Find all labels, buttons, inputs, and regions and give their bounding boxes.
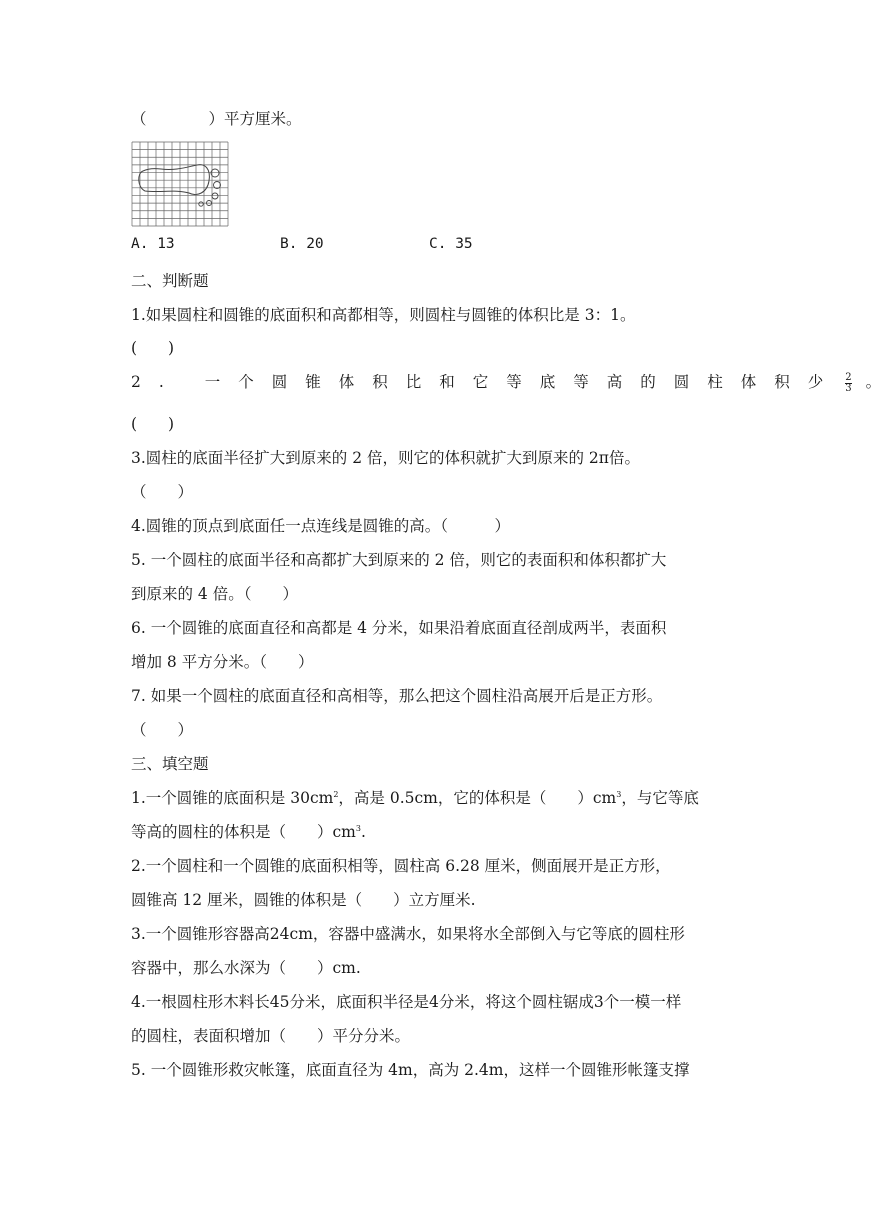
fill-q2-line1: 2.一个圆柱和一个圆锥的底面积相等，圆柱高 6.28 厘米，侧面展开是正方形， [131, 857, 671, 875]
fill-q1-line2-a: 等高的圆柱的体积是（ ）cm [131, 823, 356, 841]
superscript: 2 [333, 789, 339, 799]
toe-circle [199, 202, 203, 206]
judgement-q2-text: 2. 一个圆锥体积比和它等底等高的圆柱体积少 [131, 373, 842, 391]
fill-q4-line1: 4.一根圆柱形木料长45分米，底面积半径是4分米，将这个圆柱锯成3个一模一样 [131, 993, 682, 1011]
judgement-q6-line2: 增加 8 平方分米。（ ） [131, 653, 314, 671]
superscript: 3 [355, 823, 361, 833]
judgement-q1-blank: ( ) [131, 339, 175, 357]
toe-circle [212, 193, 218, 199]
fraction-denominator: 3 [845, 382, 852, 394]
option-c: C. 35 [429, 236, 473, 252]
judgement-q2-blank: ( ) [131, 415, 175, 433]
fill-q1-part-a: 1.一个圆锥的底面积是 30cm [131, 789, 334, 807]
intro-line: （ ）平方厘米。 [131, 110, 302, 128]
fill-q2-line2: 圆锥高 12 厘米，圆锥的体积是（ ）立方厘米. [131, 891, 476, 909]
fill-q1-line2 [131, 822, 366, 842]
option-b: B. 20 [280, 236, 324, 252]
judgement-q1: 1.如果圆柱和圆锥的底面积和高都相等，则圆柱与圆锥的体积比是 3：1。 [131, 306, 636, 324]
fill-q3-line1: 3.一个圆锥形容器高24cm，容器中盛满水，如果将水全部倒入与它等底的圆柱形 [131, 925, 685, 943]
fill-q5-line1: 5. 一个圆锥形救灾帐篷，底面直径为 4m，高为 2.4m，这样一个圆锥形帐篷支撑 [131, 1061, 690, 1079]
toe-circle [214, 182, 221, 189]
judgement-q7-blank: （ ） [131, 721, 194, 739]
fraction-numerator: 2 [845, 371, 852, 383]
judgement-q2 [131, 372, 881, 394]
fill-q1-part-c: ，与它等底 [621, 789, 699, 807]
fill-q1-line2-b: . [360, 823, 366, 841]
section-title-fill-in: 三、填空题 [131, 755, 209, 773]
judgement-q3: 3.圆柱的底面半径扩大到原来的 2 倍，则它的体积就扩大到原来的 2π倍。 [131, 449, 640, 467]
section-title-judgement: 二、判断题 [131, 272, 209, 290]
judgement-q5-line1: 5. 一个圆柱的底面半径和高都扩大到原来的 2 倍，则它的表面积和体积都扩大 [131, 551, 667, 569]
judgement-q7-line1: 7. 如果一个圆柱的底面直径和高相等，那么把这个圆柱沿高展开后是正方形。 [131, 687, 663, 705]
footprint-grid-figure [131, 141, 229, 227]
judgement-q6-line1: 6. 一个圆锥的底面直径和高都是 4 分米，如果沿着底面直径剖成两半，表面积 [131, 619, 667, 637]
judgement-q2-end: 。 [865, 373, 881, 391]
fraction [845, 373, 851, 394]
option-a: A. 13 [131, 236, 175, 252]
judgement-q4: 4.圆锥的顶点到底面任一点连线是圆锥的高。（ ） [131, 517, 511, 535]
fill-q1-line1 [131, 788, 699, 808]
fill-q4-line2: 的圆柱，表面积增加（ ）平分分米。 [131, 1027, 411, 1045]
judgement-q5-line2: 到原来的 4 倍。（ ） [131, 585, 298, 603]
superscript: 3 [616, 789, 622, 799]
footprint-outline [139, 165, 210, 195]
fill-q1-part-b: ，高是 0.5cm，它的体积是（ ）cm [338, 789, 617, 807]
fill-q3-line2: 容器中，那么水深为（ ）cm. [131, 959, 361, 977]
judgement-q3-blank: （ ） [131, 483, 194, 501]
